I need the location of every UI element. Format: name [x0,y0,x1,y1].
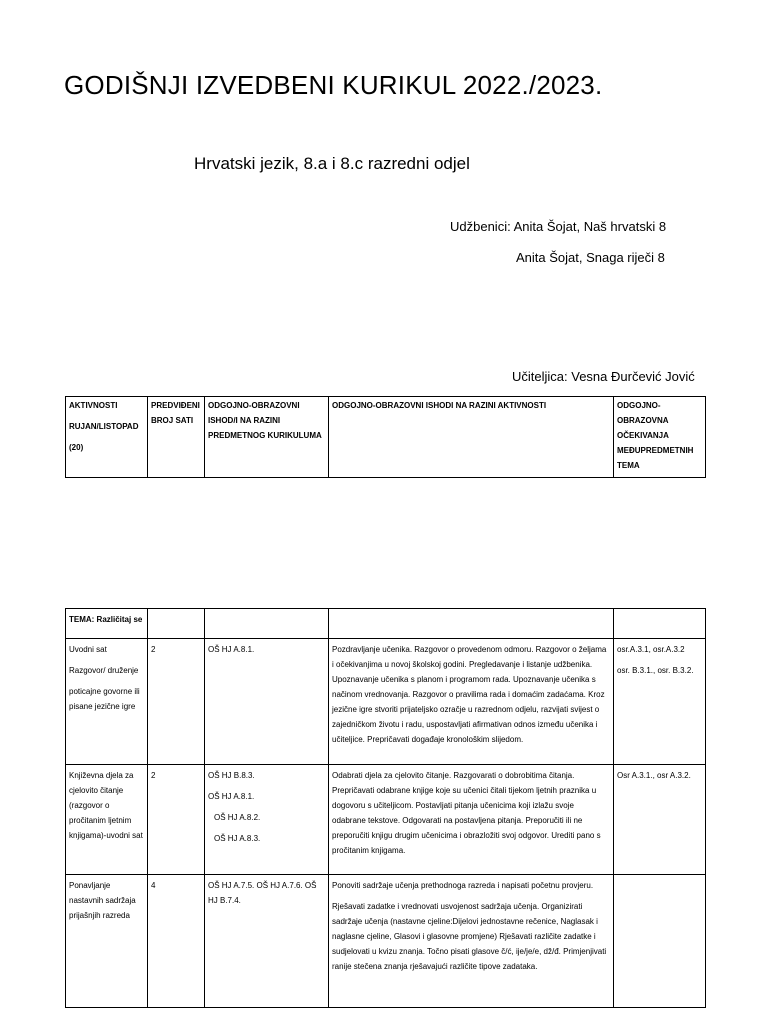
document-subtitle: Hrvatski jezik, 8.a i 8.c razredni odjel [194,154,470,173]
activity-cell [66,639,148,765]
table-row [66,639,706,765]
activity-outcomes-cell [329,765,614,875]
header-months-label: RUJAN/LISTOPAD [69,422,139,431]
content-table [65,608,706,1008]
activity-outcomes-cell [329,639,614,765]
activity-text: poticajne govorne ili pisane jezične igre [69,687,140,711]
header-table-row [66,397,706,478]
hours-cell: 2 [148,639,205,765]
activity-outcome-text: Ponoviti sadržaje učenja prethodnoga razreda i napisati početnu provjeru. [332,881,594,890]
table-row [66,875,706,1008]
activity-cell [66,765,148,875]
textbooks-line-1: Udžbenici: Anita Šojat, Naš hrvatski 8 [450,219,667,234]
empty-cell [329,609,614,639]
outcome-code: OŠ HJ A.8.1. [208,792,255,801]
outcome-code: OŠ HJ A.7.5. OŠ HJ A.7.6. OŠ HJ B.7.4. [208,881,317,905]
outcome-code: OŠ HJ A.8.2. [214,813,261,822]
empty-cell [205,609,329,639]
header-activities-cell [66,397,148,478]
outcome-code: OŠ HJ A.8.1. [208,645,255,654]
activity-cell [66,875,148,1008]
outcomes-cell [205,639,329,765]
header-count-label: (20) [69,443,84,452]
textbooks-line-2: Anita Šojat, Snaga riječi 8 [516,250,665,265]
activity-text: Književna djela za cjelovito čitanje (razgovor o pročitanim ljetnim knjigama)-uvodni sat [69,771,143,840]
header-cross-curricular-cell: ODGOJNO-OBRAZOVNA OČEKIVANJA MEĐUPREDMETNIH TEMA [614,397,706,478]
header-activities-label: AKTIVNOSTI [69,401,118,410]
outcome-code: OŠ HJ B.8.3. [208,771,255,780]
activity-text: Ponavljanje nastavnih sadržaja prijašnjih razreda [69,881,136,920]
outcomes-cell [205,765,329,875]
outcomes-cell [205,875,329,1008]
empty-cell [148,609,205,639]
cross-curricular-code: Osr A.3.1., osr A.3.2. [617,771,691,780]
outcome-code: OŠ HJ A.8.3. [214,834,261,843]
table-row [66,765,706,875]
header-subject-outcomes-cell: ODGOJNO-OBRAZOVNI ISHOD/I NA RAZINI PREDMETNOG KURIKULUMA [205,397,329,478]
activity-outcome-text: Rješavati zadatke i vrednovati usvojenost sadržaja učenja. Organizirati sadržaje učenja (nastavne cjeline:Dijelovi jednostavne rečenice, Naglasak i naglasne cjeline, Glasovi i glasovne promjene) Rješavati različite zadatke i sudjelovati u kvizu znanja. Točno pisati glasove č/ć, ije/je/e, dž/đ. Primjenjivati ranije stečena znanja rješavajući različite tipove zadataka. [332,902,607,971]
document-title: GODIŠNJI IZVEDBENI KURIKUL 2022./2023. [64,70,603,100]
cross-curricular-code: osr. B.3.1., osr. B.3.2. [617,666,694,675]
activity-outcome-text: Pozdravljanje učenika. Razgovor o provedenom odmoru. Razgovor o željama i očekivanjima u novoj školskoj godini. Pregledavanje i listanje udžbenika. Upoznavanje učenika s planom i programom rada. Upoznavanje učenika s načinom vrednovanja. Razgovor o pravilima rada i domaćim zadaćama. Kroz jezične igre stvoriti prijateljsko ozračje u razrednom odjelu, razvijati svijest o zajedničkom životu i radu, uspostavljati afirmativan odnos između učenika i učiteljice. Prepričavati događaje kronološkim slijedom. [332,645,607,744]
header-table [65,396,706,478]
teacher-name: Učiteljica: Vesna Đurčević Jović [512,369,695,384]
activity-text: Razgovor/ druženje [69,666,139,675]
topic-row [66,609,706,639]
cross-curricular-code: osr.A.3.1, osr.A.3.2 [617,645,685,654]
cross-curricular-cell [614,765,706,875]
cross-curricular-cell [614,875,706,1008]
activity-text: Uvodni sat [69,645,107,654]
hours-cell: 4 [148,875,205,1008]
cross-curricular-cell [614,639,706,765]
topic-cell: TEMA: Različitaj se [66,609,148,639]
header-hours-cell: PREDVIĐENI BROJ SATI [148,397,205,478]
activity-outcomes-cell [329,875,614,1008]
header-activity-outcomes-cell: ODGOJNO-OBRAZOVNI ISHODI NA RAZINI AKTIVNOSTI [329,397,614,478]
empty-cell [614,609,706,639]
activity-outcome-text: Odabrati djela za cjelovito čitanje. Razgovarati o dobrobitima čitanja. Prepričavati odabrane knjige koje su učenici čitali tijekom ljetnih praznika u dogovoru s učiteljicom. Postavljati pitanja učenicima koji izlažu svoje odabrane tekstove. Odgovarati na postavljena pitanja. Preporučiti ili ne preporučiti knjigu drugim učenicima i obrazložiti svoj odgovor. Urediti pano s pročitanim knjigama. [332,771,601,855]
hours-cell: 2 [148,765,205,875]
